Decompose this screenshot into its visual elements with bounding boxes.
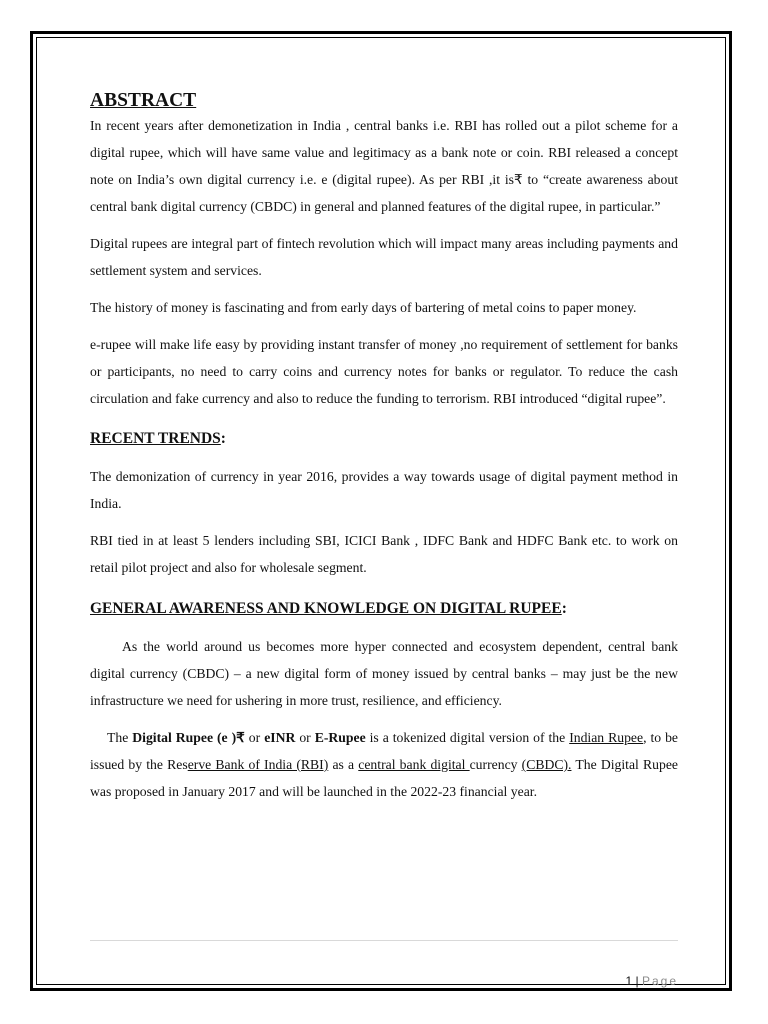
abstract-paragraph-2: Digital rupees are integral part of fintech revolution which will impact many areas including payments and settlement system and services. <box>90 236 678 278</box>
text-run: The Digital Rupee was proposed in January 2017 and will be launched in the 2022-23 financial year. <box>90 757 678 799</box>
link-cbdc[interactable]: (CBDC). <box>521 757 572 772</box>
recent-trends-paragraph-1: The demonization of currency in year 2016, provides a way towards usage of digital payment method in India. <box>90 469 678 511</box>
term-einr: eINR <box>264 730 296 745</box>
abstract-paragraph-1: In recent years after demonetization in India , central banks i.e. RBI has rolled out a pilot scheme for a digital rupee, which will have same value and legitimacy as a bank note or coin. RBI released a concept note on India’s own digital currency i.e. e (digital rupee). As per RBI ,it is₹ to “create awareness about central bank digital currency (CBDC) in general and planned features of the digital rupee, in particular.” <box>90 118 678 214</box>
footer-divider <box>90 940 678 941</box>
general-awareness-paragraph-1: As the world around us becomes more hyper connected and ecosystem dependent, central bank digital currency (CBDC) – a new digital form of money issued by central banks – may just be the new infrastructure we need for ushering in more trust, resilience, and efficiency. <box>90 639 678 708</box>
recent-trends-heading-text: RECENT TRENDS <box>90 430 221 447</box>
text-run: is a tokenized digital version of the <box>365 730 570 745</box>
general-awareness-heading <box>90 599 678 619</box>
text-run: or <box>244 730 265 745</box>
abstract-heading: ABSTRACT <box>90 90 197 111</box>
recent-trends-paragraph-2: RBI tied in at least 5 lenders including SBI, ICICI Bank , IDFC Bank and HDFC Bank etc. to work on retail pilot project and also for wholesale segment. <box>90 533 678 575</box>
recent-trends-heading-colon: : <box>220 430 226 447</box>
link-indian-rupee[interactable]: Indian Rupee <box>569 730 644 745</box>
recent-trends-heading <box>90 429 678 449</box>
term-digital-rupee: Digital Rupee (e )₹ <box>132 730 245 745</box>
text-run: currency <box>469 757 522 772</box>
link-central-bank-digital-currency[interactable]: central bank digital <box>358 757 470 772</box>
text-run: , to be issued by the Res <box>90 730 679 772</box>
page-number-separator: | <box>632 974 642 988</box>
page-label: Page <box>641 974 678 988</box>
text-run: or <box>295 730 315 745</box>
text-run: as a <box>328 757 359 772</box>
link-reserve-bank-of-india[interactable]: erve Bank of India (RBI) <box>187 757 329 772</box>
general-awareness-heading-text: GENERAL AWARENESS AND KNOWLEDGE ON DIGITAL RUPEE <box>90 600 562 617</box>
abstract-paragraph-3: The history of money is fascinating and from early days of bartering of metal coins to paper money. <box>90 300 637 315</box>
general-awareness-paragraph-2 <box>90 724 678 805</box>
term-e-rupee: E-Rupee <box>314 730 366 745</box>
general-awareness-heading-colon: : <box>561 600 567 617</box>
abstract-paragraph-4: e-rupee will make life easy by providing instant transfer of money ,no requirement of settlement for banks or participants, no need to carry coins and currency notes for banks or regulator. To reduce the cash circulation and fake currency and also to reduce the funding to terrorism. RBI introduced “digital rupee”. <box>90 337 678 406</box>
page-content <box>90 90 678 805</box>
text-run: The <box>107 730 133 745</box>
page-number: 1 <box>625 974 633 988</box>
page-number-footer <box>625 974 678 988</box>
